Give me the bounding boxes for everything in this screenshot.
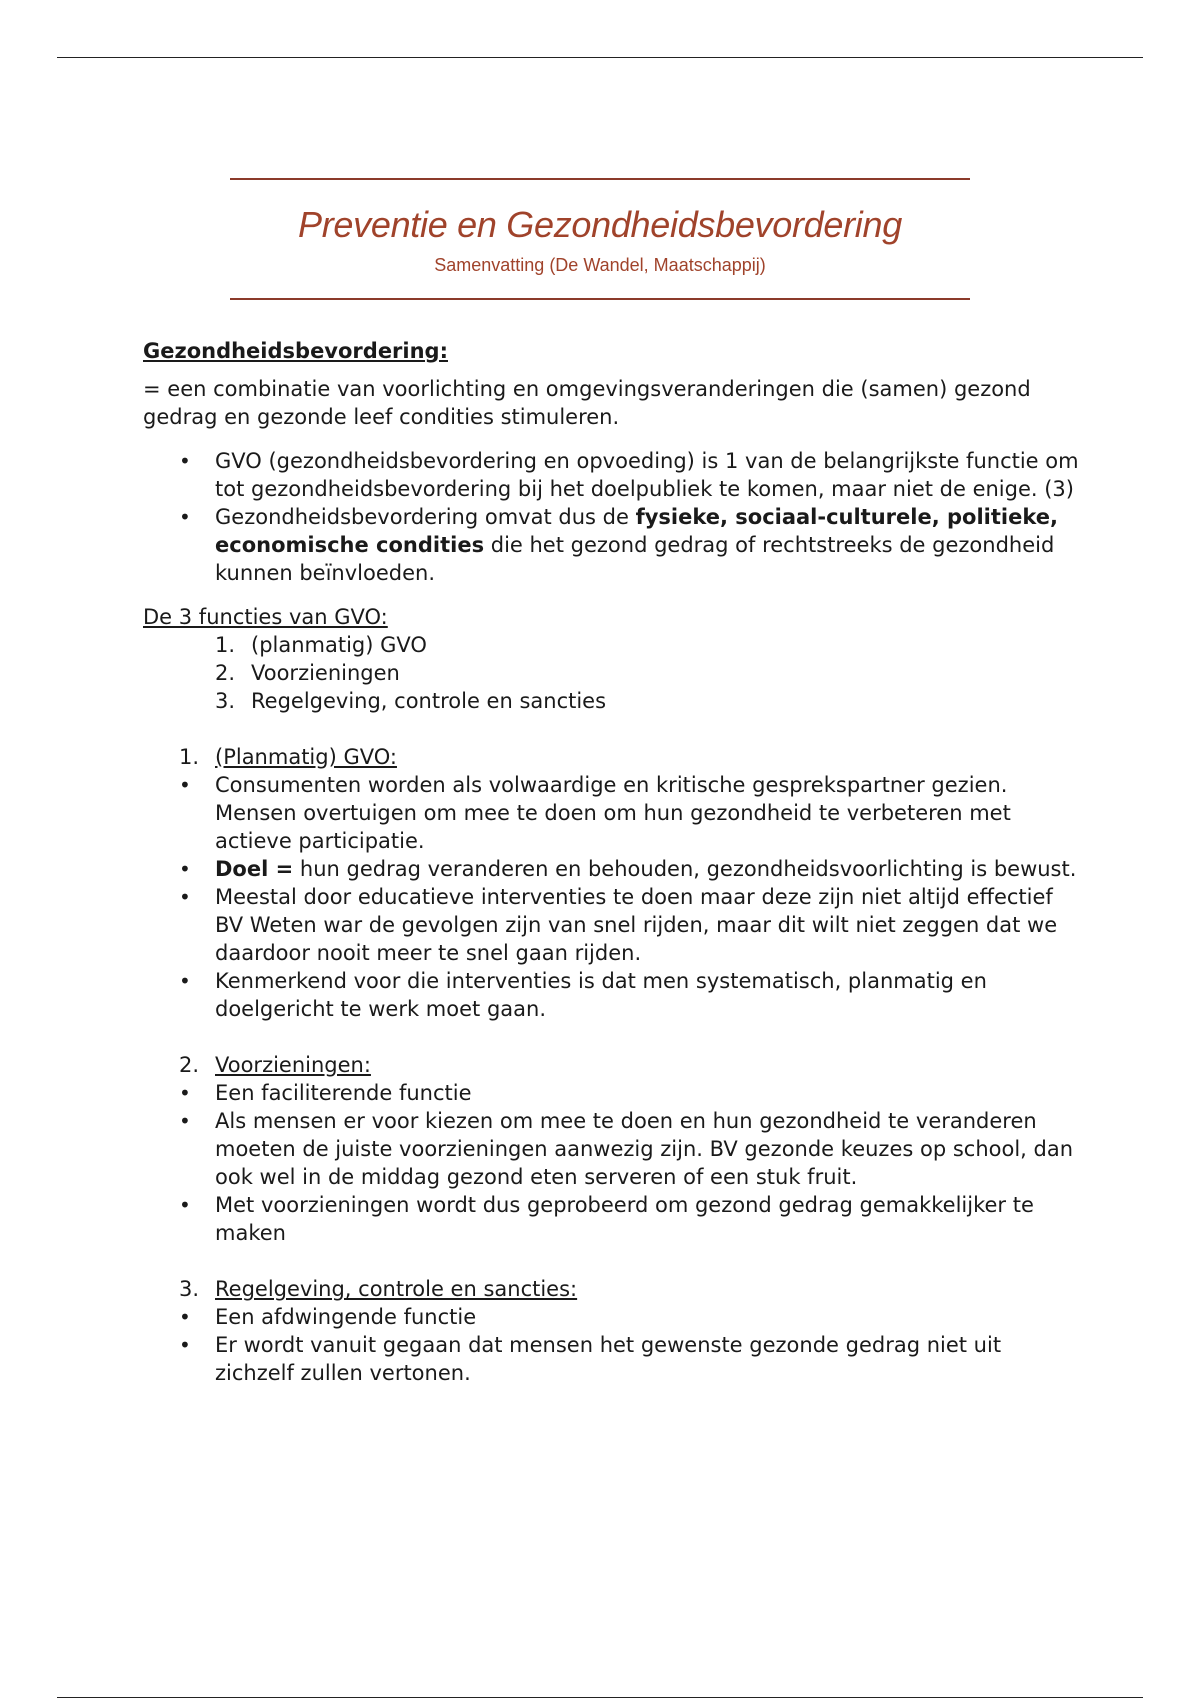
- part2-title: [143, 1051, 1083, 1079]
- part-number: 1.: [179, 745, 200, 769]
- bullet-list-intro: [143, 447, 1083, 587]
- item-label: Regelgeving, controle en sancties: [251, 689, 607, 713]
- page-top-rule: [57, 57, 1143, 58]
- bullet-text: hun gedrag veranderen en behouden, gezondheidsvoorlichting is bewust.: [293, 857, 1077, 881]
- item-number: 3.: [215, 689, 236, 713]
- item-number: 1.: [215, 633, 236, 657]
- list-item: • Als mensen er voor kiezen om mee te doen en hun gezondheid te veranderen moeten de juiste voorzieningen aanwezig zijn. BV gezonde keuzes op school, dan ook wel in de middag gezond eten serveren of een stuk fruit.: [215, 1107, 1083, 1191]
- page-bottom-rule: [57, 1697, 1143, 1698]
- list-item: • Met voorzieningen wordt dus geprobeerd om gezond gedrag gemakkelijker te maken: [215, 1191, 1083, 1247]
- list-item: • GVO (gezondheidsbevordering en opvoeding) is 1 van de belangrijkste functie om tot gezondheidsbevordering bij het doelpubliek te komen, maar niet de enige. (3): [215, 447, 1083, 503]
- list-item: • Kenmerkend voor die interventies is dat men systematisch, planmatig en doelgericht te werk moet gaan.: [215, 967, 1083, 1023]
- list-item: [215, 631, 1083, 659]
- document-body: [143, 337, 1083, 1387]
- document-subtitle: Samenvatting (De Wandel, Maatschappij): [434, 255, 766, 275]
- bullet-text: Gezondheidsbevordering omvat dus de: [215, 505, 636, 529]
- item-label: Voorzieningen: [251, 661, 400, 685]
- list-item: [215, 687, 1083, 715]
- part-title-text: Voorzieningen:: [215, 1053, 371, 1077]
- list-item: • Meestal door educatieve interventies te doen maar deze zijn niet altijd effectief BV Weten war de gevolgen zijn van snel rijden, maar dit wilt niet zeggen dat we daardoor nooit meer te snel gaan rijden.: [215, 883, 1083, 967]
- list-item: • Consumenten worden als volwaardige en kritische gesprekspartner gezien. Mensen overtuigen om mee te doen om hun gezondheid te verbeteren met actieve participatie.: [215, 771, 1083, 855]
- title-top-line: [230, 178, 970, 180]
- part-title-text: (Planmatig) GVO:: [215, 745, 397, 769]
- item-label: (planmatig) GVO: [251, 633, 427, 657]
- list-item: [215, 855, 1083, 883]
- part3-bullets: [143, 1303, 1083, 1387]
- document-title: Preventie en Gezondheidsbevordering: [298, 204, 902, 245]
- title-bottom-line: [230, 298, 970, 300]
- list-item: [215, 659, 1083, 687]
- part-title-text: Regelgeving, controle en sancties:: [215, 1277, 578, 1301]
- title-block: [230, 178, 970, 300]
- part1-bullets: [143, 771, 1083, 1023]
- bold-text: Doel =: [215, 857, 294, 881]
- item-number: 2.: [215, 661, 236, 685]
- functions-heading: De 3 functies van GVO:: [143, 605, 388, 629]
- bold-text: fysieke, sociaal-culturele, politieke, economische condities: [215, 505, 1058, 557]
- part-number: 2.: [179, 1053, 200, 1077]
- part2-bullets: [143, 1079, 1083, 1247]
- list-item: • Een afdwingende functie: [215, 1303, 1083, 1331]
- functions-list: [143, 631, 1083, 715]
- definition-paragraph: = een combinatie van voorlichting en omgevingsveranderingen die (samen) gezond gedrag en gezonde leef condities stimuleren.: [143, 377, 1031, 429]
- list-item: • Er wordt vanuit gegaan dat mensen het gewenste gezonde gedrag niet uit zichzelf zullen vertonen.: [215, 1331, 1083, 1387]
- section-heading-gezondheidsbevordering: Gezondheidsbevordering:: [143, 339, 448, 363]
- bullet-text: die het gezond gedrag of rechtstreeks de gezondheid kunnen beïnvloeden.: [215, 533, 1055, 585]
- part3-title: [143, 1275, 1083, 1303]
- part-number: 3.: [179, 1277, 200, 1301]
- list-item: [215, 503, 1083, 587]
- list-item: • Een faciliterende functie: [215, 1079, 1083, 1107]
- part1-title: [143, 743, 1083, 771]
